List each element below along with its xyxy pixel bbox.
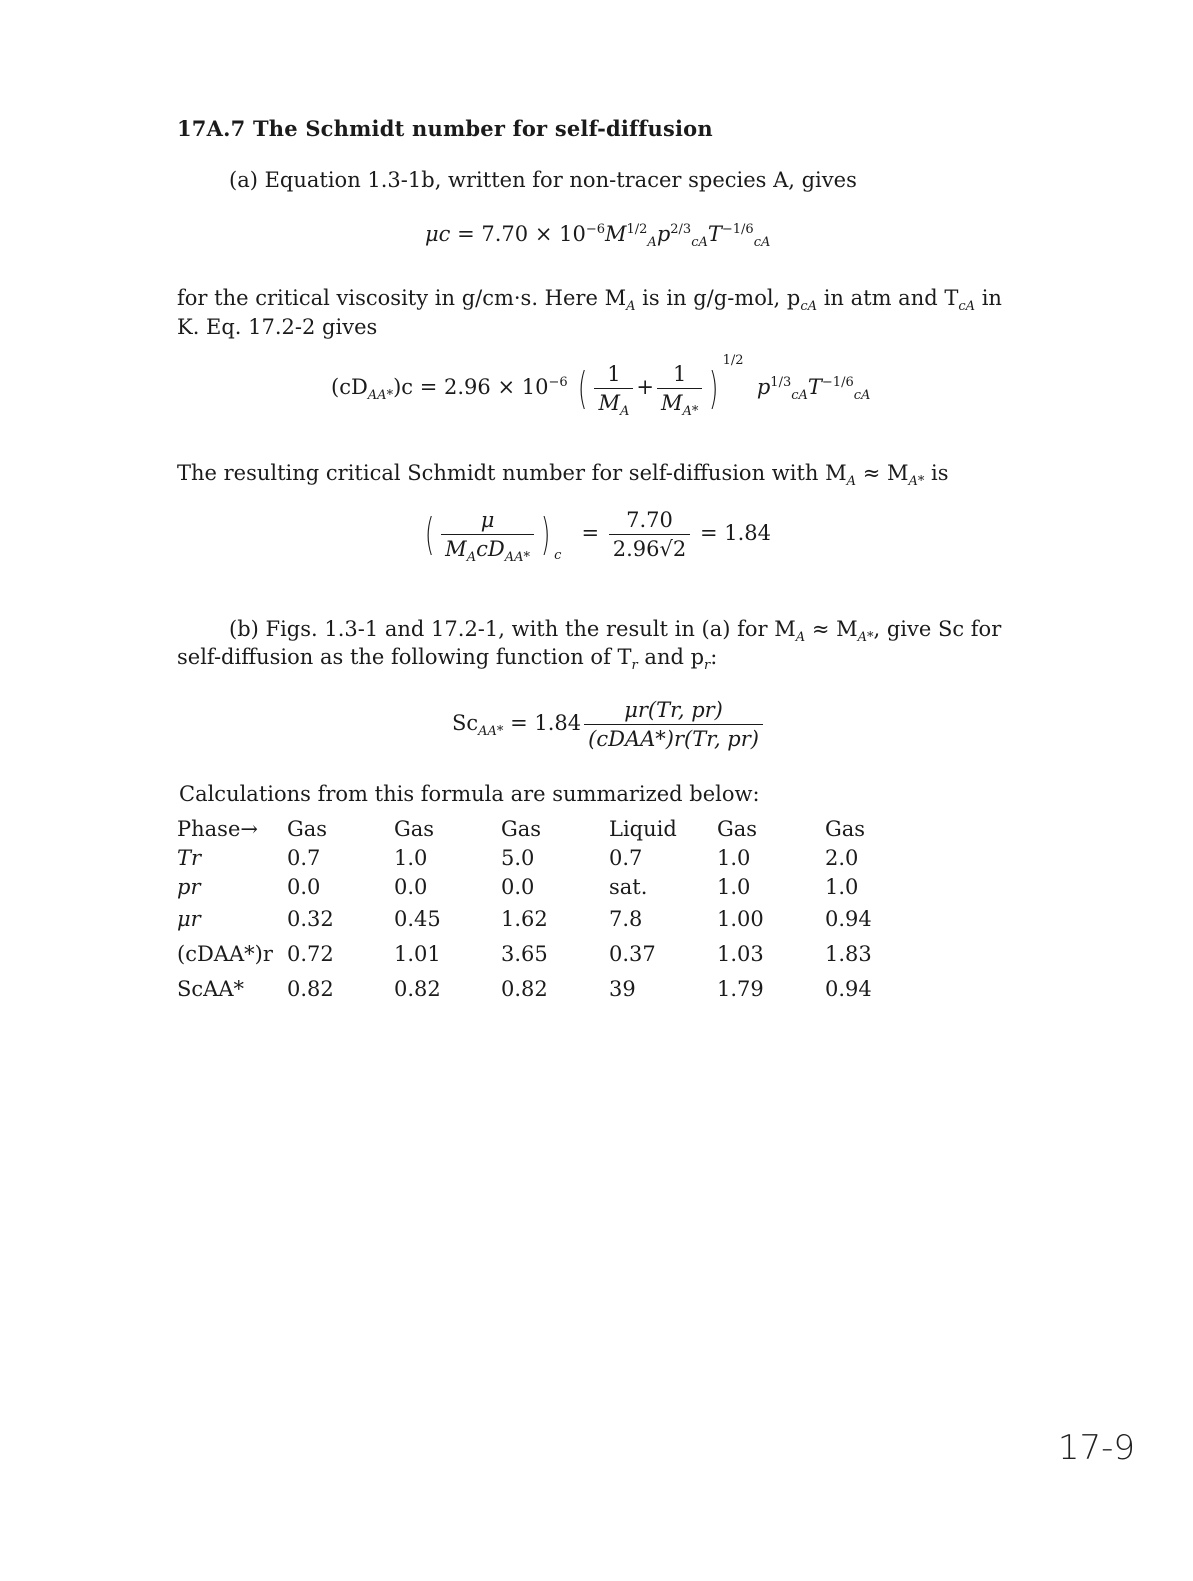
eq4-lhs-sub: AA* bbox=[478, 724, 504, 740]
eq1-M-sup: 1/2 bbox=[626, 222, 648, 237]
table-cell: Gas bbox=[287, 816, 328, 841]
eq3-equals: = bbox=[581, 521, 600, 545]
eq4-num: μr(Tr, pr) bbox=[624, 698, 723, 722]
row-label: Tr bbox=[177, 845, 202, 870]
equation-diffusivity bbox=[331, 353, 871, 420]
eq3-close-paren: ) bbox=[540, 508, 551, 560]
eq2-p-sub: cA bbox=[791, 388, 808, 404]
table-cell: 1.0 bbox=[717, 874, 751, 899]
table-cell: 0.37 bbox=[609, 941, 656, 966]
eq2-lhs-open: (cD bbox=[331, 375, 368, 399]
part-b-sub1: A bbox=[795, 630, 806, 646]
eq2-frac2-den-sub: A* bbox=[682, 404, 699, 420]
eq2-frac2-den bbox=[657, 388, 702, 420]
text-critical-viscosity bbox=[177, 284, 1002, 315]
eq2-p: p bbox=[756, 375, 771, 399]
eq3-value-den: 2.96√2 bbox=[609, 534, 691, 561]
eq3-den-sub2: AA* bbox=[504, 550, 530, 566]
part-b-sub2: A* bbox=[857, 630, 874, 646]
equation-viscosity bbox=[425, 222, 771, 251]
eq3-frac-den bbox=[441, 534, 534, 566]
text1-sub3: cA bbox=[958, 299, 976, 315]
table-cell: 0.0 bbox=[287, 874, 321, 899]
table-row bbox=[177, 843, 885, 872]
eq2-T-sub: cA bbox=[853, 388, 871, 404]
table-cell: 1.0 bbox=[825, 874, 859, 899]
eq1-T-sub: cA bbox=[753, 235, 771, 251]
eq1-T: T bbox=[707, 222, 722, 246]
table-cell: 1.0 bbox=[717, 845, 751, 870]
equation-schmidt-function bbox=[452, 698, 766, 751]
table-cell: 39 bbox=[609, 976, 636, 1001]
row-label: pr bbox=[177, 874, 201, 899]
row-label: μr bbox=[177, 906, 201, 931]
table-cell: 0.7 bbox=[609, 845, 643, 870]
eq3-den-sub: A bbox=[466, 550, 477, 566]
row-label: (cDAA*)r bbox=[177, 941, 273, 966]
table-row bbox=[177, 901, 885, 936]
eq1-exp: −6 bbox=[585, 222, 605, 237]
text1-a: for the critical viscosity in g/cm·s. Here M bbox=[177, 286, 627, 310]
text1-d: in bbox=[975, 286, 1002, 310]
eq1-T-sup: −1/6 bbox=[721, 222, 754, 237]
eq2-frac1-den-sub: A bbox=[619, 404, 630, 420]
eq2-frac2 bbox=[657, 362, 702, 420]
eq2-frac1-den-M: M bbox=[598, 391, 620, 415]
text1-b: is in g/g-mol, p bbox=[635, 286, 801, 310]
part-b-a: (b) Figs. 1.3-1 and 17.2-1, with the result in (a) for M bbox=[229, 617, 796, 641]
eq2-lhs bbox=[331, 375, 414, 404]
eq3-frac-num: μ bbox=[480, 508, 495, 532]
table-cell: 1.03 bbox=[717, 941, 764, 966]
eq2-frac2-den-M: M bbox=[660, 391, 683, 415]
table-cell: Gas bbox=[825, 816, 866, 841]
table-cell: 2.0 bbox=[825, 845, 859, 870]
part-b-b: ≈ M bbox=[805, 617, 858, 641]
table-cell: 1.0 bbox=[394, 845, 428, 870]
table-cell: 1.01 bbox=[394, 941, 441, 966]
table-cell: 1.62 bbox=[501, 906, 548, 931]
table-cell: Gas bbox=[394, 816, 435, 841]
part-b-intro-line2 bbox=[177, 643, 718, 674]
table-cell: 1.79 bbox=[717, 976, 764, 1001]
eq2-close-paren: ) bbox=[709, 362, 719, 414]
table-cell: 0.94 bbox=[825, 906, 872, 931]
equation-critical-schmidt bbox=[421, 508, 771, 566]
table-cell: Gas bbox=[717, 816, 758, 841]
eq2-frac1-num: 1 bbox=[607, 362, 621, 386]
text1-sub2: cA bbox=[800, 299, 818, 315]
eq1-p-sub: cA bbox=[691, 235, 708, 251]
eq2-lhs-sub: AA* bbox=[367, 388, 394, 404]
table-row bbox=[177, 814, 885, 843]
text1-sub1: A bbox=[626, 299, 636, 315]
eq2-p-sup: 1/3 bbox=[770, 375, 792, 390]
eq3-outer-sub: c bbox=[554, 548, 562, 564]
table-row bbox=[177, 872, 885, 901]
eq1-coef: = 7.70 × 10 bbox=[457, 222, 586, 246]
text2-c: is bbox=[924, 461, 949, 485]
part-b-l2-a: self-diffusion as the following function of T bbox=[177, 645, 632, 669]
table-cell: 0.7 bbox=[287, 845, 321, 870]
results-table-body bbox=[177, 814, 885, 1006]
eq1-M: M bbox=[604, 222, 627, 246]
text2-sub1: A bbox=[846, 474, 857, 490]
eq2-frac2-num: 1 bbox=[673, 362, 687, 386]
eq2-frac1-den bbox=[594, 388, 633, 420]
table-cell: 0.82 bbox=[501, 976, 548, 1001]
summary-text: Calculations from this formula are summarized below: bbox=[179, 782, 760, 806]
table-cell: 0.82 bbox=[394, 976, 441, 1001]
table-cell: 0.82 bbox=[287, 976, 334, 1001]
table-cell: 0.72 bbox=[287, 941, 334, 966]
text-eq-ref: K. Eq. 17.2-2 gives bbox=[177, 315, 378, 339]
table-cell: 1.83 bbox=[825, 941, 872, 966]
eq2-coef: = 2.96 × 10 bbox=[419, 375, 549, 399]
part-b-l2-sub1: r bbox=[631, 658, 638, 674]
table-row bbox=[177, 971, 885, 1006]
eq3-open-paren: ( bbox=[424, 508, 435, 560]
table-cell: 7.8 bbox=[609, 906, 643, 931]
eq3-den-cD: cD bbox=[476, 537, 505, 561]
eq1-M-sub: A bbox=[647, 235, 657, 251]
eq2-open-paren: ( bbox=[578, 362, 588, 414]
eq3-den-M: M bbox=[445, 537, 467, 561]
eq3-result: = 1.84 bbox=[699, 521, 771, 545]
table-cell: Liquid bbox=[609, 816, 677, 841]
eq4-frac bbox=[584, 698, 763, 751]
part-b-l2-sub2: r bbox=[704, 658, 711, 674]
table-cell: 3.65 bbox=[501, 941, 548, 966]
table-cell: Gas bbox=[501, 816, 542, 841]
text2-a: The resulting critical Schmidt number for self-diffusion with M bbox=[177, 461, 847, 485]
eq2-T-sup: −1/6 bbox=[821, 375, 854, 390]
eq3-value-num: 7.70 bbox=[626, 508, 673, 532]
table-cell: sat. bbox=[609, 874, 648, 899]
text1-c: in atm and T bbox=[817, 286, 959, 310]
text2-sub2: A* bbox=[908, 474, 925, 490]
part-b-l2-c: : bbox=[710, 645, 718, 669]
eq4-lhs: Sc bbox=[452, 711, 479, 735]
eq2-coef-exp: −6 bbox=[548, 375, 568, 390]
table-cell: 0.0 bbox=[501, 874, 535, 899]
eq2-lhs-close: )c bbox=[393, 375, 414, 399]
part-a-intro: (a) Equation 1.3-1b, written for non-tracer species A, gives bbox=[229, 168, 857, 192]
eq4-den: (cDAA*)r(Tr, pr) bbox=[584, 724, 763, 751]
table-row bbox=[177, 936, 885, 971]
eq1-p-sup: 2/3 bbox=[670, 222, 692, 237]
page-number: 17-9 bbox=[1057, 1428, 1135, 1468]
table-cell: 0.94 bbox=[825, 976, 872, 1001]
text2-b: ≈ M bbox=[856, 461, 909, 485]
part-b-c: , give Sc for bbox=[873, 617, 1002, 641]
eq2-outer-exp: 1/2 bbox=[722, 353, 744, 368]
row-label: ScAA* bbox=[177, 976, 244, 1001]
eq1-lhs: μc bbox=[425, 222, 451, 246]
results-table bbox=[177, 814, 885, 1006]
eq2-frac1 bbox=[594, 362, 633, 420]
text-resulting-schmidt bbox=[177, 459, 949, 490]
row-label: Phase→ bbox=[177, 816, 258, 841]
eq3-frac bbox=[441, 508, 534, 566]
eq2-T: T bbox=[807, 375, 822, 399]
eq2-plus: + bbox=[636, 375, 654, 399]
table-cell: 1.00 bbox=[717, 906, 764, 931]
eq3-value-frac bbox=[609, 508, 691, 561]
table-cell: 0.0 bbox=[394, 874, 428, 899]
table-cell: 0.32 bbox=[287, 906, 334, 931]
eq4-coef: = 1.84 bbox=[510, 711, 582, 735]
part-b-l2-b: and p bbox=[637, 645, 705, 669]
part-b-intro bbox=[229, 615, 1002, 646]
table-cell: 0.45 bbox=[394, 906, 441, 931]
table-cell: 5.0 bbox=[501, 845, 535, 870]
section-title: 17A.7 The Schmidt number for self-diffusion bbox=[177, 116, 713, 141]
eq1-p: p bbox=[656, 222, 671, 246]
